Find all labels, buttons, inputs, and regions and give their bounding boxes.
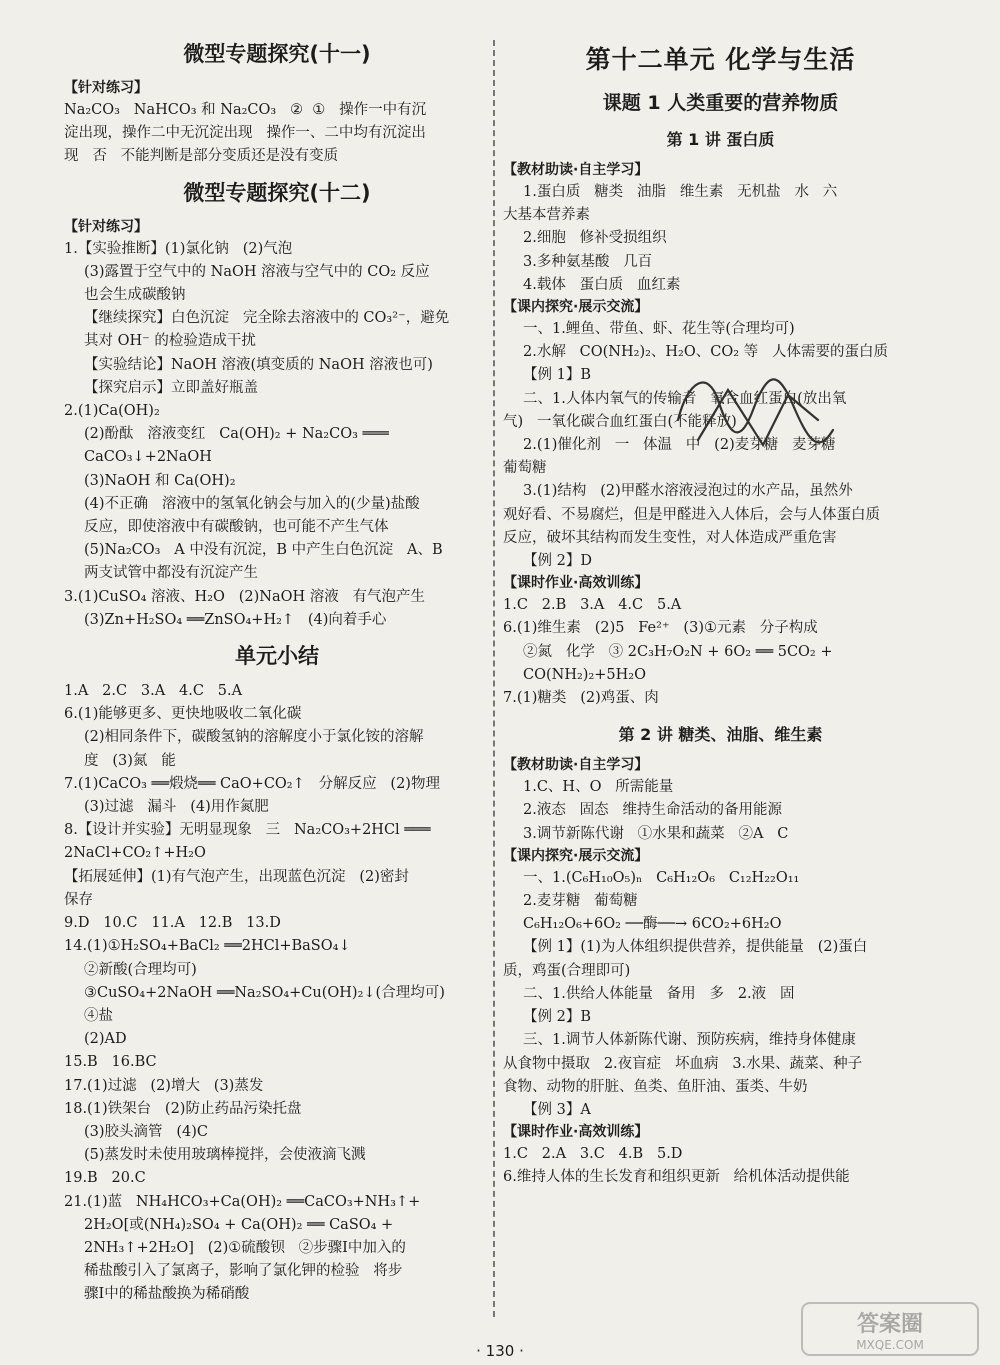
answer-line: 1.蛋白质 糖类 油脂 维生素 无机盐 水 六 xyxy=(523,184,838,200)
answer-line: 气) 一氧化碳合血红蛋白(不能释放) xyxy=(503,413,737,430)
answer-line: 度 (3)氮 能 xyxy=(84,752,176,769)
section-tag: 【课内探究·展示交流】 xyxy=(503,847,649,864)
column-divider xyxy=(493,40,495,1317)
micro12-answers xyxy=(64,238,490,632)
answer-line: 2.细胞 修补受损组织 xyxy=(523,230,667,247)
answer-line: 2H₂O[或(NH₄)₂SO₄ + Ca(OH)₂ ══ CaSO₄ + xyxy=(84,1216,394,1233)
answer-line: ②新酸(合理均可) xyxy=(84,961,197,978)
answer-line: (2)相同条件下，碳酸氢钠的溶解度小于氯化铵的溶解 xyxy=(84,729,424,746)
answer-line: 3.调节新陈代谢 ①水果和蔬菜 ②A C xyxy=(523,825,789,842)
answer-line: 大基本营养素 xyxy=(503,207,590,224)
lecture2-answers xyxy=(503,755,938,1189)
answer-line: (3)NaOH 和 Ca(OH)₂ xyxy=(84,472,236,489)
answer-line: 【例 2】B xyxy=(523,1009,591,1026)
section-tag: 【针对练习】 xyxy=(64,218,148,235)
answer-line: 2.水解 CO(NH₂)₂、H₂O、CO₂ 等 人体需要的蛋白质 xyxy=(523,344,888,361)
summary-answers xyxy=(64,680,490,1306)
answer-line: 【继续探究】白色沉淀 完全除去溶液中的 CO₃²⁻，避免 xyxy=(84,310,450,327)
answer-line: 淀出现，操作二中无沉淀出现 操作一、二中均有沉淀出 xyxy=(64,125,426,142)
answer-line: 9.D 10.C 11.A 12.B 13.D xyxy=(64,915,281,932)
answer-line: (4)不正确 溶液中的氢氧化钠会与加入的(少量)盐酸 xyxy=(84,495,420,512)
right-column xyxy=(503,30,938,1190)
answer-line: 4.载体 蛋白质 血红素 xyxy=(523,276,681,293)
answer-line: (3)露置于空气中的 NaOH 溶液与空气中的 CO₂ 反应 xyxy=(84,263,430,280)
lesson-title: 课题 1 人类重要的营养物质 xyxy=(602,92,839,114)
answer-line: (2)AD xyxy=(84,1031,127,1048)
answer-line: Na₂CO₃ NaHCO₃ 和 Na₂CO₃ ② ① 操作一中有沉 xyxy=(64,102,427,118)
answer-line: 2.(1)Ca(OH)₂ xyxy=(64,403,160,420)
section-title-summary: 单元小结 xyxy=(235,644,319,669)
answer-line: 现 否 不能判断是部分变质还是没有变质 xyxy=(64,148,339,165)
answer-line: 食物、动物的肝脏、鱼类、鱼肝油、蛋类、牛奶 xyxy=(503,1078,808,1095)
answer-line: 也会生成碳酸钠 xyxy=(84,287,186,304)
answer-line: 骤Ⅰ中的稀盐酸换为稀硝酸 xyxy=(84,1286,250,1303)
section-title-micro11: 微型专题探究(十一) xyxy=(183,42,371,66)
answer-line: CaCO₃↓+2NaOH xyxy=(84,449,212,466)
page-number: · 130 · xyxy=(476,1342,524,1360)
answer-line: 8.【设计并实验】无明显现象 三 Na₂CO₃+2HCl ═══ xyxy=(64,822,431,839)
answer-line: 1.A 2.C 3.A 4.C 5.A xyxy=(64,683,243,700)
answer-line: 17.(1)过滤 (2)增大 (3)蒸发 xyxy=(64,1077,264,1094)
section-tag: 【教材助读·自主学习】 xyxy=(503,162,649,178)
answer-line: 一、1.(C₆H₁₀O₅)ₙ C₆H₁₂O₆ C₁₂H₂₂O₁₁ xyxy=(523,869,800,886)
lecture-title-2: 第 2 讲 糖类、油脂、维生素 xyxy=(618,725,823,745)
answer-line: 2NH₃↑+2H₂O] (2)①硫酸钡 ②步骤Ⅰ中加入的 xyxy=(84,1239,406,1256)
answer-line: 二、1.供给人体能量 备用 多 2.液 固 xyxy=(523,985,795,1002)
section-title-micro12: 微型专题探究(十二) xyxy=(183,180,371,205)
lecture-title-1: 第 1 讲 蛋白质 xyxy=(666,130,775,149)
answer-line: 21.(1)蓝 NH₄HCO₃+Ca(OH)₂ ══CaCO₃+NH₃↑+ xyxy=(64,1193,421,1210)
svg-text:答案圈: 答案圈 xyxy=(856,1312,924,1337)
section-tag: 【针对练习】 xyxy=(64,80,148,96)
answer-line: 19.B 20.C xyxy=(64,1170,146,1187)
answer-line: 【例 1】(1)为人体组织提供营养，提供能量 (2)蛋白 xyxy=(523,939,868,956)
answer-line: 3.多种氨基酸 几百 xyxy=(523,253,653,270)
answer-line: 【实验结论】NaOH 溶液(填变质的 NaOH 溶液也可) xyxy=(84,356,433,373)
answer-line: 2NaCl+CO₂↑+H₂O xyxy=(64,845,206,862)
answer-line: 二、1.人体内氧气的传输者 氧合血红蛋白(放出氧 xyxy=(523,390,847,407)
answer-line: (2)酚酞 溶液变红 Ca(OH)₂ + Na₂CO₃ ═══ xyxy=(84,426,389,443)
svg-text:MXQE.COM: MXQE.COM xyxy=(856,1338,924,1352)
answer-line: 3.(1)结构 (2)甲醛水溶液浸泡过的水产品，虽然外 xyxy=(523,483,853,500)
answer-line: (3)过滤 漏斗 (4)用作氮肥 xyxy=(84,799,269,816)
watermark-logo xyxy=(800,1299,980,1359)
answer-line: 质，鸡蛋(合理即可) xyxy=(503,962,631,979)
answer-line: 两支试管中都没有沉淀产生 xyxy=(84,565,258,582)
answer-line: 【探究启示】立即盖好瓶盖 xyxy=(84,379,258,396)
answer-line: 2.麦芽糖 葡萄糖 xyxy=(523,893,638,910)
answer-line: 2.(1)催化剂 一 体温 中 (2)麦芽糖 麦芽糖 xyxy=(523,437,836,454)
pen-scribble-mark xyxy=(668,360,843,480)
answer-line: 1.C 2.A 3.C 4.B 5.D xyxy=(503,1146,683,1163)
answer-line: 保存 xyxy=(64,891,93,908)
answer-line: 反应，即使溶液中有碳酸钠，也可能不产生气体 xyxy=(84,519,389,536)
answer-line: 6.维持人体的生长发育和组织更新 给机体活动提供能 xyxy=(503,1169,850,1186)
answer-line: 其对 OH⁻ 的检验造成干扰 xyxy=(84,333,256,350)
answer-line: 葡萄糖 xyxy=(503,460,547,477)
answer-line: 1.【实验推断】(1)氯化钠 (2)气泡 xyxy=(64,240,293,257)
answer-line: 稀盐酸引入了氯离子，影响了氯化钾的检验 将步 xyxy=(84,1263,403,1280)
answer-line: 6.(1)能够更多、更快地吸收二氧化碳 xyxy=(64,706,302,723)
answer-line: 6.(1)维生素 (2)5 Fe²⁺ (3)①元素 分子构成 xyxy=(503,620,818,637)
answer-line: 【例 3】A xyxy=(523,1101,591,1118)
answer-line: CO(NH₂)₂+5H₂O xyxy=(523,666,646,683)
section-tag: 【课时作业·高效训练】 xyxy=(503,1124,649,1141)
section-tag: 【教材助读·自主学习】 xyxy=(503,757,649,774)
section-tag: 【课时作业·高效训练】 xyxy=(503,575,649,592)
answer-line: 反应，破坏其结构而发生变性，对人体造成严重危害 xyxy=(503,529,837,546)
answer-line: 1.C 2.B 3.A 4.C 5.A xyxy=(503,597,682,614)
answer-line: (3)胶头滴管 (4)C xyxy=(84,1123,209,1140)
answer-line: ④盐 xyxy=(84,1007,113,1024)
answer-line: 14.(1)①H₂SO₄+BaCl₂ ══2HCl+BaSO₄↓ xyxy=(64,938,351,955)
answer-line: 3.(1)CuSO₄ 溶液、H₂O (2)NaOH 溶液 有气泡产生 xyxy=(64,588,426,605)
answer-line: ③CuSO₄+2NaOH ══Na₂SO₄+Cu(OH)₂↓(合理均可) xyxy=(84,984,445,1001)
section-tag: 【课内探究·展示交流】 xyxy=(503,299,649,316)
answer-line: 【拓展延伸】(1)有气泡产生，出现蓝色沉淀 (2)密封 xyxy=(64,868,409,885)
answer-line: 7.(1)糖类 (2)鸡蛋、肉 xyxy=(503,690,659,707)
answer-line: 18.(1)铁架台 (2)防止药品污染托盘 xyxy=(64,1100,302,1117)
answer-line: 从食物中摄取 2.夜盲症 坏血病 3.水果、蔬菜、种子 xyxy=(503,1055,863,1072)
answer-line: 7.(1)CaCO₃ ══煅烧══ CaO+CO₂↑ 分解反应 (2)物理 xyxy=(64,775,440,792)
answer-line: 2.液态 固态 维持生命活动的备用能源 xyxy=(523,802,782,819)
unit-title: 第十二单元 化学与生活 xyxy=(585,45,856,74)
answer-line: (5)蒸发时未使用玻璃棒搅拌，会使液滴飞溅 xyxy=(84,1147,366,1164)
answer-line: (5)Na₂CO₃ A 中没有沉淀，B 中产生白色沉淀 A、B xyxy=(84,542,443,559)
answer-line: 15.B 16.BC xyxy=(64,1054,157,1071)
answer-line: 一、1.鲤鱼、带鱼、虾、花生等(合理均可) xyxy=(523,321,795,338)
answer-line: (3)Zn+H₂SO₄ ══ZnSO₄+H₂↑ (4)向着手心 xyxy=(84,611,387,628)
answer-line: ②氮 化学 ③ 2C₃H₇O₂N + 6O₂ ══ 5CO₂ + xyxy=(523,643,833,660)
answer-line: 三、1.调节人体新陈代谢、预防疾病，维持身体健康 xyxy=(523,1032,856,1049)
answer-line: C₆H₁₂O₆+6O₂ ──酶──→ 6CO₂+6H₂O xyxy=(523,916,782,933)
answer-line: 【例 1】B xyxy=(523,367,591,384)
answer-line: 观好看、不易腐烂，但是甲醛进入人体后，会与人体蛋白质 xyxy=(503,506,880,523)
micro11-answers xyxy=(64,99,490,169)
left-column xyxy=(64,30,490,1307)
answer-line: 【例 2】D xyxy=(523,553,592,570)
answer-line: 1.C、H、O 所需能量 xyxy=(523,779,674,796)
